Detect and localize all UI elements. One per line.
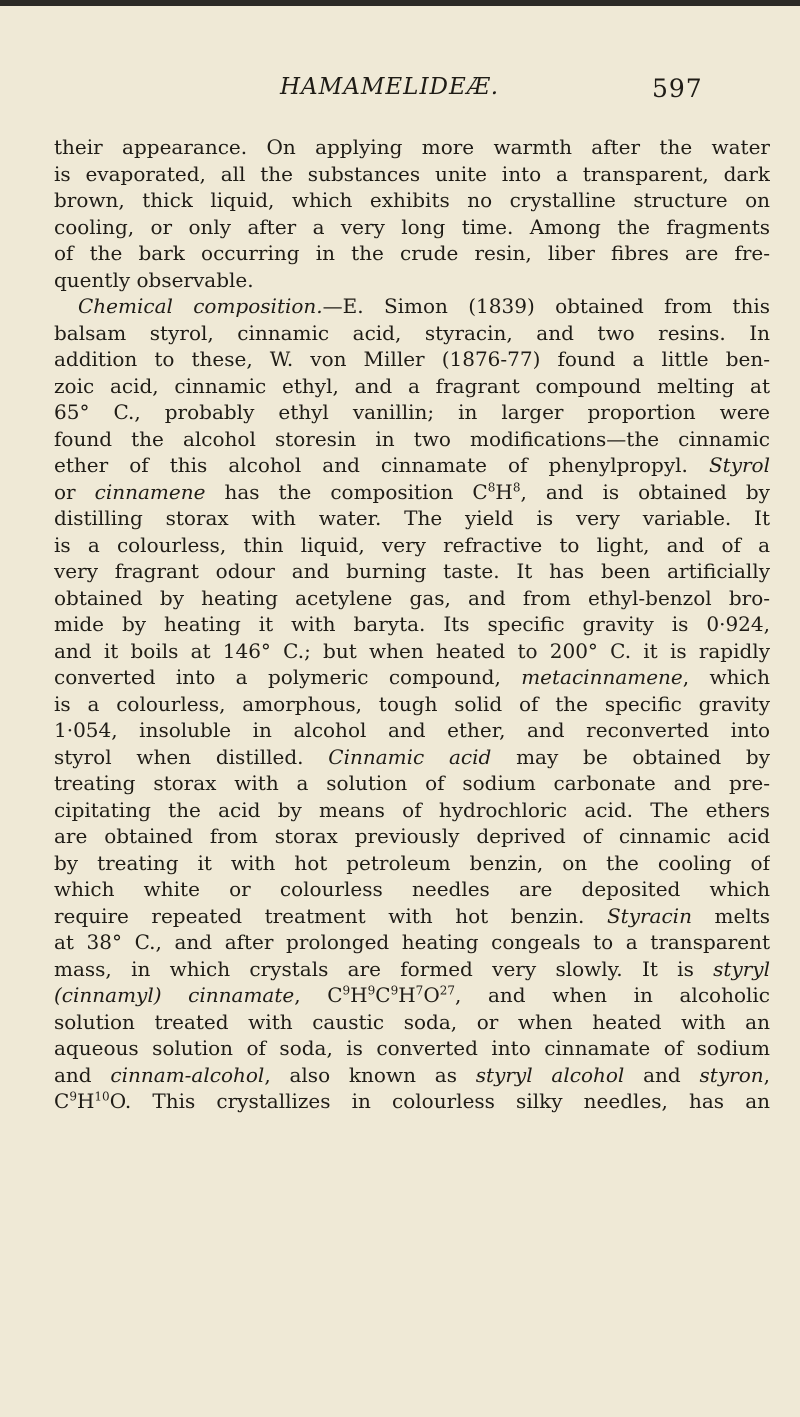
text-line: mide by heating it with baryta. Its specific gravity is 0·924, xyxy=(54,612,770,636)
text-line: mass, in which crystals are formed very slowly. It is styryl xyxy=(54,956,770,981)
page-number: 597 xyxy=(652,74,703,103)
text-line: (cinnamyl) cinnamate, $C^9H^9C^9H^7O^{27}$, and when in alcoholic xyxy=(54,983,770,1007)
text-line: cipitating the acid by means of hydrochloric acid. The ethers xyxy=(54,797,770,822)
text-line: distilling storax with water. The yield is very variable. It xyxy=(54,506,770,530)
text-line: is a colourless, amorphous, tough solid of the specific gravity xyxy=(54,691,770,716)
text-line: and cinnam-alcohol, also known as styryl alcohol and styron, xyxy=(54,1062,770,1087)
running-header xyxy=(0,74,800,106)
text-line: brown, thick liquid, which exhibits no crystalline structure on xyxy=(54,188,770,212)
text-line: at 38° C., and after prolonged heating congeals to a transparent xyxy=(54,930,770,954)
text-line: Chemical composition.—E. Simon (1839) obtained from this xyxy=(78,294,770,318)
text-line: quently observable. xyxy=(54,267,254,292)
text-line: cooling, or only after a very long time. Among the fragments xyxy=(54,214,770,239)
text-line: treating storax with a solution of sodium carbonate and pre- xyxy=(54,771,770,795)
text-line: their appearance. On applying more warmth after the water xyxy=(54,135,770,159)
text-line: by treating it with hot petroleum benzin, on the cooling of xyxy=(54,850,770,875)
text-line: very fragrant odour and burning taste. It has been artificially xyxy=(54,559,770,583)
text-line: solution treated with caustic soda, or when heated with an xyxy=(54,1009,770,1034)
section-heading: Chemical composition. xyxy=(78,294,323,318)
text-line: zoic acid, cinnamic ethyl, and a fragrant compound melting at xyxy=(54,373,770,398)
text-line: aqueous solution of soda, is converted into cinnamate of sodium xyxy=(54,1036,770,1060)
text-line: $C^9H^{10}O$. This crystallizes in colourless silky needles, has an xyxy=(54,1089,770,1113)
text-line: addition to these, W. von Miller (1876-77) found a little ben- xyxy=(54,347,770,371)
text-line: 1·054, insoluble in alcohol and ether, and reconverted into xyxy=(54,718,770,742)
text-line: which white or colourless needles are deposited which xyxy=(54,877,770,901)
text-line: of the bark occurring in the crude resin, liber fibres are fre- xyxy=(54,241,770,265)
text-line: or cinnamene has the composition $C^8H^8$, and is obtained by xyxy=(54,479,770,504)
text-line: is evaporated, all the substances unite into a transparent, dark xyxy=(54,161,770,186)
text-line: and it boils at 146° C.; but when heated to 200° C. it is rapidly xyxy=(54,638,770,663)
text-line: are obtained from storax previously deprived of cinnamic acid xyxy=(54,824,770,848)
text-line: found the alcohol storesin in two modifications—the cinnamic xyxy=(54,426,770,451)
text-line: obtained by heating acetylene gas, and from ethyl-benzol bro- xyxy=(54,585,770,610)
text-line: ether of this alcohol and cinnamate of phenylpropyl. Styrol xyxy=(54,453,770,477)
text-line: is a colourless, thin liquid, very refractive to light, and of a xyxy=(54,532,770,557)
page-top-edge xyxy=(0,0,800,6)
text-line: converted into a polymeric compound, metacinnamene, which xyxy=(54,665,770,689)
text-line: 65° C., probably ethyl vanillin; in larger proportion were xyxy=(54,400,770,424)
running-title: HAMAMELIDEÆ. xyxy=(280,74,500,100)
body-text xyxy=(54,134,770,1115)
text-line: styrol when distilled. Cinnamic acid may be obtained by xyxy=(54,744,770,769)
text-line: balsam styrol, cinnamic acid, styracin, and two resins. In xyxy=(54,320,770,345)
text-line: require repeated treatment with hot benzin. Styracin melts xyxy=(54,903,770,928)
